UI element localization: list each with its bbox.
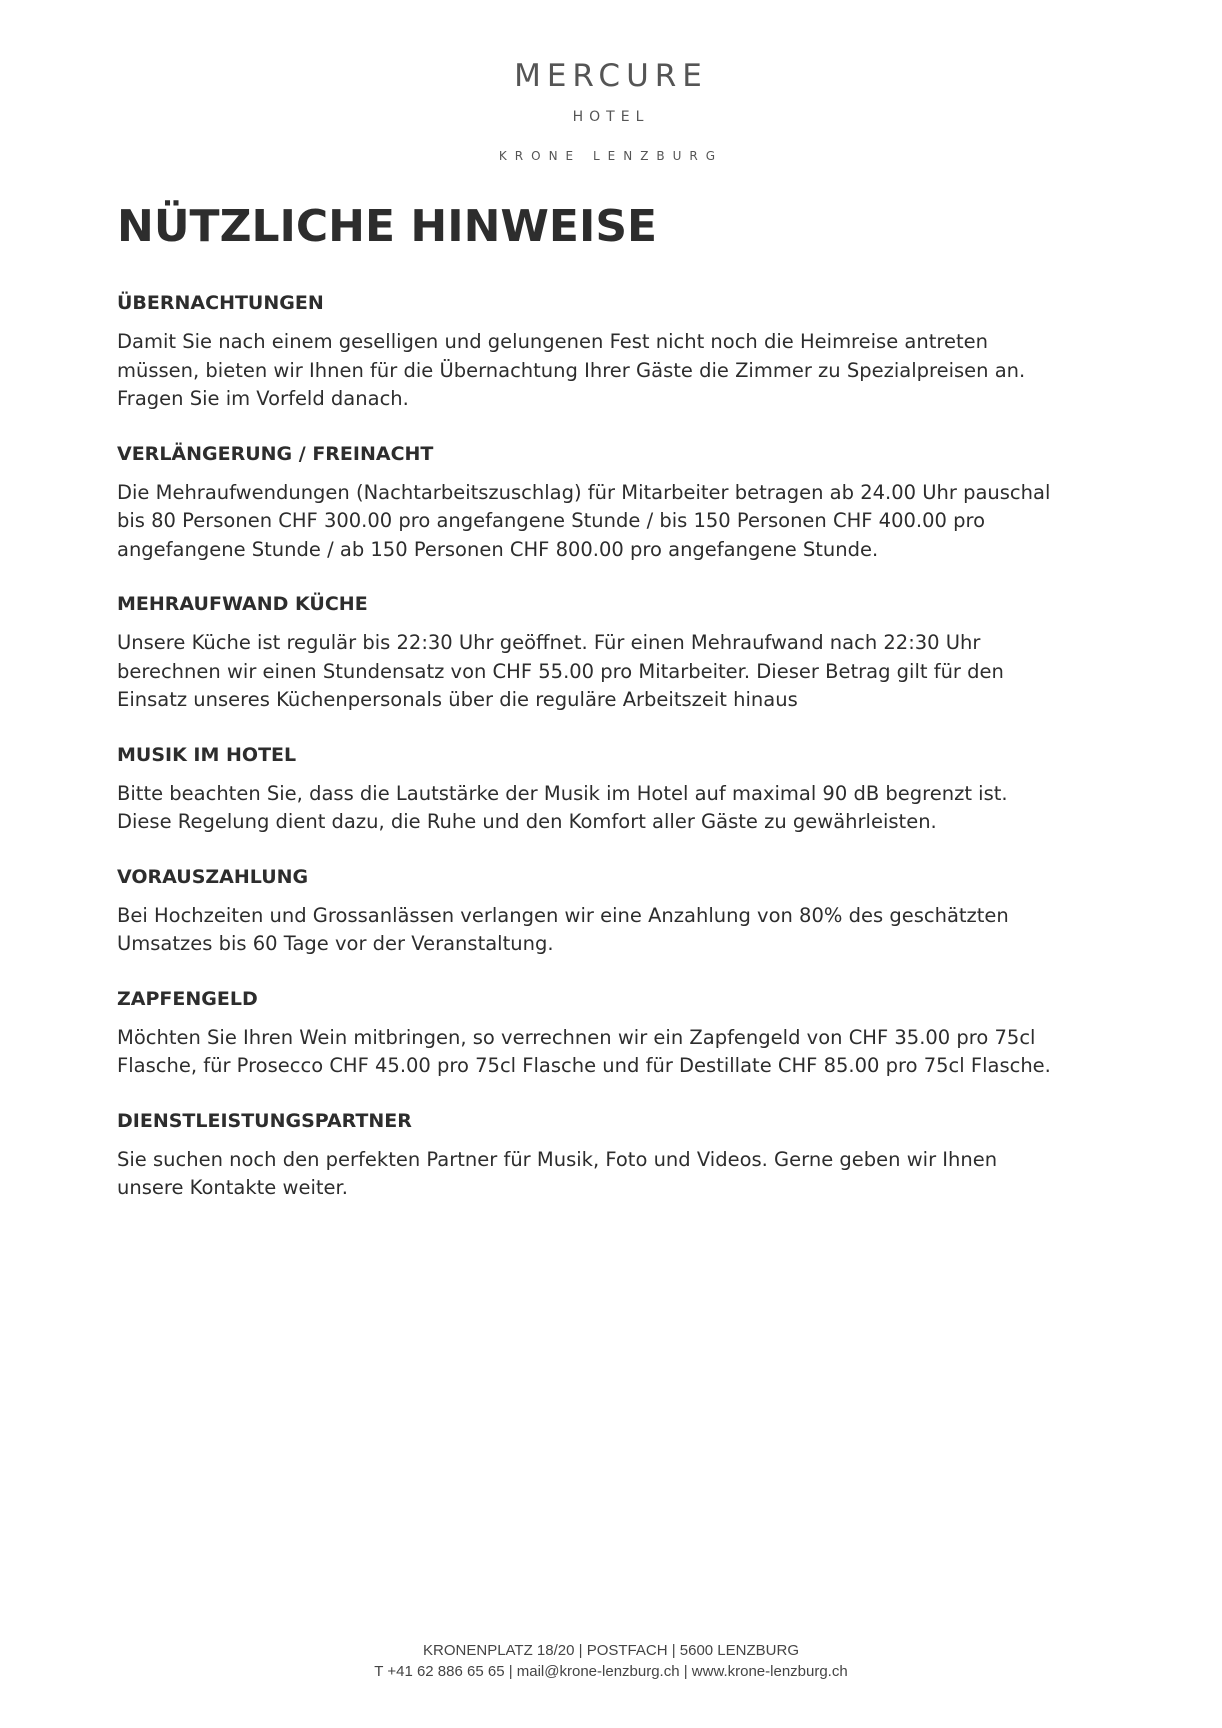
section-body <box>117 1024 1117 1081</box>
section-heading: VERLÄNGERUNG / FREINACHT <box>117 442 434 465</box>
logo-sub: HOTEL <box>572 109 650 125</box>
section-heading: MEHRAUFWAND KÜCHE <box>117 593 368 615</box>
section-body <box>117 780 1117 837</box>
section-dienstleistungspartner <box>117 1108 1117 1203</box>
body-line: unsere Kontakte weiter. <box>117 1176 348 1199</box>
body-line: Sie suchen noch den perfekten Partner für Musik, Foto und Videos. Gerne geben wir Ihnen <box>117 1147 998 1171</box>
section-vorauszahlung <box>117 864 1117 959</box>
section-body <box>117 479 1117 565</box>
section-heading: DIENSTLEISTUNGSPARTNER <box>117 1109 412 1132</box>
body-line: Die Mehraufwendungen (Nachtarbeitszuschlag) für Mitarbeiter betragen ab 24.00 Uhr pauschal <box>117 480 1051 504</box>
body-line: Flasche, für Prosecco CHF 45.00 pro 75cl Flasche und für Destillate CHF 85.00 pro 75cl Flasche. <box>117 1054 1051 1077</box>
section-heading: ÜBERNACHTUNGEN <box>117 292 324 314</box>
footer-address: KRONENPLATZ 18/20 | POSTFACH | 5600 LENZBURG <box>423 1642 799 1659</box>
body-line: berechnen wir einen Stundensatz von CHF 55.00 pro Mitarbeiter. Dieser Betrag gilt für den <box>117 659 1004 683</box>
logo-location: KRONE LENZBURG <box>498 149 724 163</box>
section-uebernachtungen <box>117 290 1117 414</box>
document-content <box>117 290 1117 1230</box>
section-heading: MUSIK IM HOTEL <box>117 743 297 766</box>
page-footer <box>0 1640 1222 1682</box>
body-line: Fragen Sie im Vorfeld danach. <box>117 387 409 410</box>
section-body <box>117 1146 1117 1203</box>
body-line: Bitte beachten Sie, dass die Lautstärke der Musik im Hotel auf maximal 90 dB begrenzt ist. <box>117 781 1008 805</box>
body-line: angefangene Stunde / ab 150 Personen CHF 800.00 pro angefangene Stunde. <box>117 537 879 561</box>
body-line: müssen, bieten wir Ihnen für die Übernachtung Ihrer Gäste die Zimmer zu Spezialpreisen an. <box>117 358 1026 382</box>
body-line: Unsere Küche ist regulär bis 22:30 Uhr geöffnet. Für einen Mehraufwand nach 22:30 Uhr <box>117 631 981 654</box>
section-heading: VORAUSZAHLUNG <box>117 865 309 888</box>
page-title: NÜTZLICHE HINWEISE <box>117 201 658 252</box>
body-line: bis 80 Personen CHF 300.00 pro angefangene Stunde / bis 150 Personen CHF 400.00 pro <box>117 509 986 532</box>
body-line: Möchten Sie Ihren Wein mitbringen, so verrechnen wir ein Zapfengeld von CHF 35.00 pro 75cl <box>117 1025 1036 1049</box>
body-line: Damit Sie nach einem geselligen und gelungenen Fest nicht noch die Heimreise antreten <box>117 330 988 353</box>
section-zapfengeld <box>117 986 1117 1081</box>
section-verlaengerung <box>117 441 1117 565</box>
section-body <box>117 328 1117 414</box>
section-musik <box>117 742 1117 837</box>
logo-brand: MERCURE <box>514 58 708 94</box>
body-line: Einsatz unseres Küchenpersonals über die reguläre Arbeitszeit hinaus <box>117 688 798 711</box>
body-line: Umsatzes bis 60 Tage vor der Veranstaltung. <box>117 932 554 955</box>
section-mehraufwand-kueche <box>117 591 1117 715</box>
footer-contact: T +41 62 886 65 65 | mail@krone-lenzburg.ch | www.krone-lenzburg.ch <box>374 1663 848 1680</box>
section-heading: ZAPFENGELD <box>117 987 258 1010</box>
section-body <box>117 902 1117 959</box>
section-body <box>117 629 1117 715</box>
body-line: Bei Hochzeiten und Grossanlässen verlangen wir eine Anzahlung von 80% des geschätzten <box>117 903 1009 927</box>
body-line: Diese Regelung dient dazu, die Ruhe und den Komfort aller Gäste zu gewährleisten. <box>117 810 937 833</box>
